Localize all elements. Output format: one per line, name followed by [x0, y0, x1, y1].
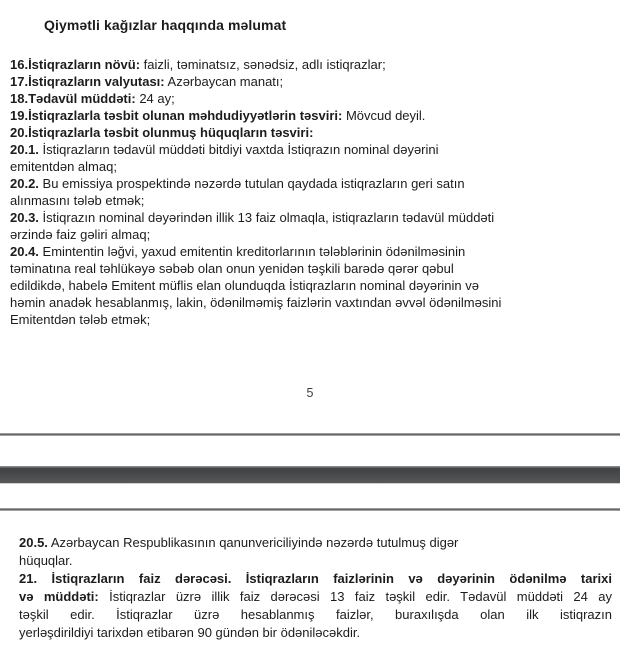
text-segment: Emitentdən tələb etmək; — [10, 312, 151, 327]
text-segment: edildikdə, habelə Emitent müflis elan olunduqda İstiqrazların nominal dəyərinin və — [10, 278, 479, 293]
page-2-body — [19, 534, 612, 642]
text-segment: hüquqlar. — [19, 553, 73, 568]
text-segment: Bu emissiya prospektində nəzərdə tutulan qaydada istiqrazların geri satın — [38, 176, 465, 191]
text-line — [10, 141, 612, 158]
text-line — [10, 175, 612, 192]
bold-text-segment: 20.3. — [10, 210, 39, 225]
bold-text-segment: 21. İstiqrazların faiz dərəcəsi. İstiqrazların faizlərinin və dəyərinin ödənilmə tarixi — [19, 571, 612, 586]
text-line — [10, 260, 612, 277]
text-line — [10, 124, 612, 141]
text-line — [10, 90, 612, 107]
text-segment: Azərbaycan manatı; — [164, 74, 284, 89]
bold-text-segment: 20.5. — [19, 535, 48, 550]
bold-text-segment: 20.1. — [10, 142, 39, 157]
bold-text-segment: və müddəti: — [19, 589, 99, 604]
bold-text-segment: 20.4. — [10, 244, 39, 259]
text-segment: ərzində faiz gəliri almaq; — [10, 227, 151, 242]
bold-text-segment: 16.İstiqrazların növü: — [10, 57, 141, 72]
text-line — [10, 311, 612, 328]
text-line — [10, 209, 612, 226]
text-line — [10, 192, 612, 209]
page-gap-band — [0, 466, 620, 484]
bold-text-segment: 20.İstiqrazlarla təsbit olunmuş hüquqların təsviri: — [10, 125, 314, 140]
text-line — [10, 107, 612, 124]
section-title: Qiymətli kağızlar haqqında məlumat — [44, 17, 287, 33]
bold-text-segment: 20.2. — [10, 176, 39, 191]
text-line — [19, 552, 612, 570]
text-line — [10, 56, 612, 73]
text-segment: Mövcud deyil. — [342, 108, 426, 123]
text-segment: təminatına real təhlükəyə səbəb olan onun yenidən təşkili barədə qərər qəbul — [10, 261, 454, 276]
text-line — [19, 534, 612, 552]
text-line — [10, 243, 612, 260]
text-line — [19, 570, 612, 588]
bold-text-segment: 17.İstiqrazların valyutası: — [10, 74, 165, 89]
bold-text-segment: 18.Tədavül müddəti: — [10, 91, 136, 106]
text-segment: faizli, təminatsız, sənədsiz, adlı istiqrazlar; — [140, 57, 386, 72]
text-line — [19, 624, 612, 642]
text-segment: Emintentin ləğvi, yaxud emitentin kreditorlarının tələblərinin ödənilməsinin — [38, 244, 466, 259]
text-segment: Azərbaycan Respublikasının qanunvericiliyində nəzərdə tutulmuş digər — [47, 535, 459, 550]
text-segment: İstiqrazın nominal dəyərindən illik 13 faiz olmaqla, istiqrazların tədavül müddəti — [38, 210, 495, 225]
text-segment: 24 ay; — [135, 91, 175, 106]
text-segment: İstiqrazların tədavül müddəti bitdiyi vaxtda İstiqrazın nominal dəyərini — [38, 142, 439, 157]
page-1-body — [10, 56, 612, 328]
text-segment: alınmasını tələb etmək; — [10, 193, 145, 208]
text-segment: təşkil edir. İstiqrazlar üzrə hesablanmış faizlər, buraxılışda olan ilk istiqrazın — [19, 607, 612, 622]
bold-text-segment: 19.İstiqrazlarla təsbit olunan məhdudiyyətlərin təsviri: — [10, 108, 343, 123]
page-number: 5 — [306, 386, 314, 400]
text-line — [10, 73, 612, 90]
page-1-bottom-edge-line — [0, 433, 620, 436]
text-line — [10, 226, 612, 243]
page-2-top-edge-line — [0, 508, 620, 511]
text-line — [19, 588, 612, 606]
text-line — [19, 606, 612, 624]
text-line — [10, 158, 612, 175]
text-segment: emitentdən almaq; — [10, 159, 117, 174]
text-segment: yerləşdirildiyi tarixdən etibarən 90 gündən bir ödəniləcəkdir. — [19, 625, 361, 640]
text-segment: həmin anadək hesablanmış, lakin, ödənilməmiş faizlərin vaxtından əvvəl ödənilməsini — [10, 295, 502, 310]
text-segment: İstiqrazlar üzrə illik faiz dərəcəsi 13 faiz təşkil edir. Tədavül müddəti 24 ay — [98, 589, 612, 604]
text-line — [10, 294, 612, 311]
text-line — [10, 277, 612, 294]
